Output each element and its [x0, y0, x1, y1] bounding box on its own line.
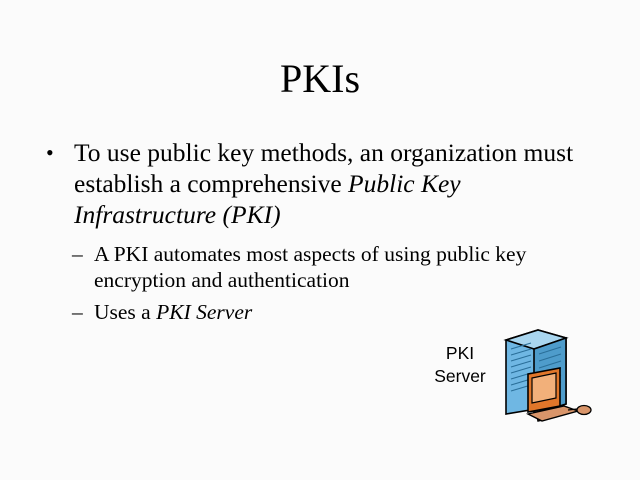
sub-list	[38, 241, 608, 325]
bullet-text: A PKI automates most aspects of using public key encryption and authentication	[94, 242, 527, 292]
clipart-caption-line1: PKI	[445, 343, 475, 363]
slide-body	[38, 137, 608, 331]
clipart-caption-line2: Server	[434, 366, 486, 386]
bullet-marker: –	[72, 242, 83, 266]
clipart-caption	[420, 342, 500, 388]
bullet-text: Uses a PKI Server	[94, 300, 253, 324]
page-title: PKIs	[279, 56, 361, 101]
list-item	[72, 241, 608, 293]
pki-server-clipart	[498, 318, 608, 428]
bullet-marker: •	[46, 140, 54, 165]
bullet-marker: –	[72, 300, 83, 324]
list-item	[38, 137, 608, 230]
bullet-text: To use public key methods, an organization must establish a comprehensive Public Key Infrastructure (PKI)	[74, 138, 574, 229]
